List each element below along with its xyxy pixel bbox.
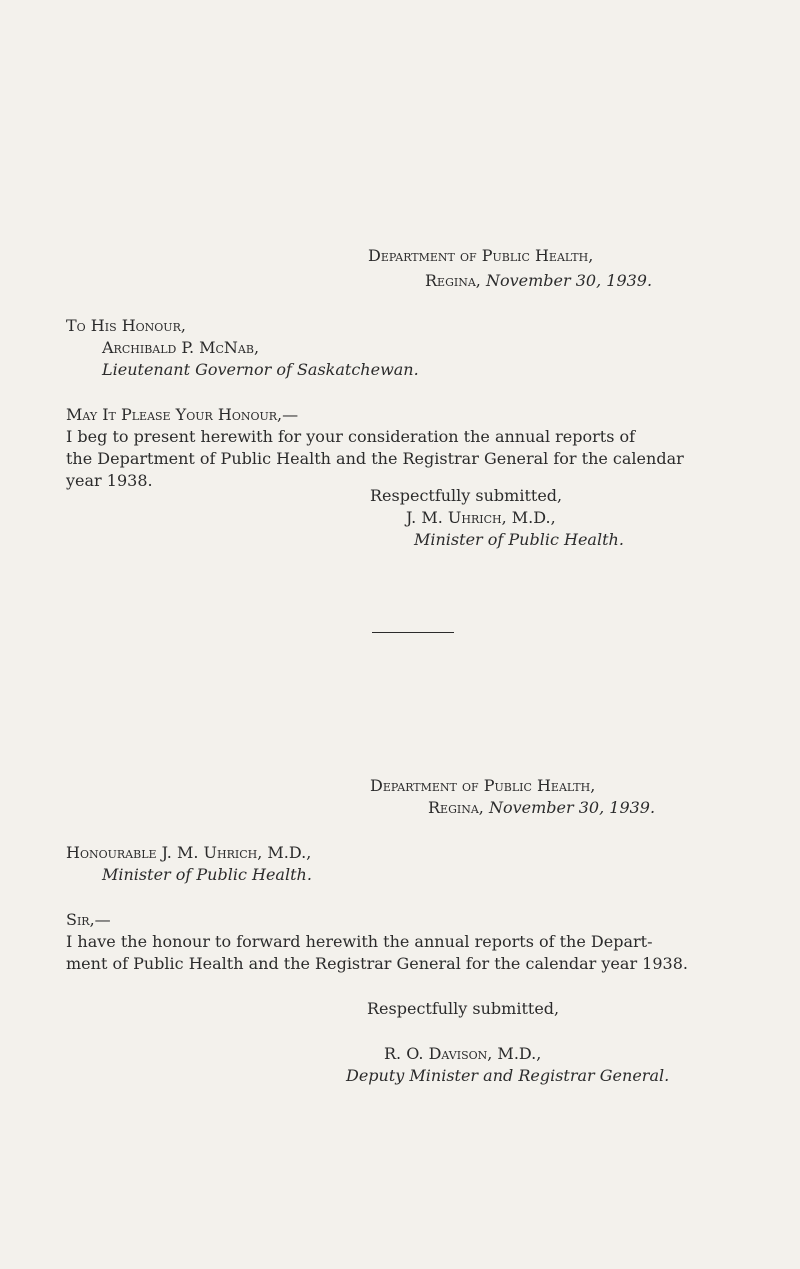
- letter2-signature-name: R. O. Davison, M.D.,: [384, 1044, 542, 1063]
- letter1-addressee-line3: Lieutenant Governor of Saskatchewan.: [102, 360, 419, 379]
- letter2-addressee-line2: Minister of Public Health.: [102, 865, 312, 884]
- letter1-body-line3: year 1938.: [66, 471, 153, 490]
- letter2-body-line1: I have the honour to forward herewith the annual reports of the Depart-: [66, 932, 653, 951]
- letter2-heading-place-date: [428, 798, 655, 818]
- letter1-heading-date: November 30, 1939.: [485, 271, 653, 290]
- section-divider: [372, 632, 454, 633]
- letter1-body-line1: I beg to present herewith for your consideration the annual reports of: [66, 427, 636, 446]
- letter2-body-line2: ment of Public Health and the Registrar General for the calendar year 1938.: [66, 954, 688, 973]
- letter2-heading-date: November 30, 1939.: [488, 798, 656, 817]
- letter2-salutation: Sir,—: [66, 910, 111, 929]
- letter2-heading-place: Regina,: [428, 798, 484, 817]
- letter1-heading-place-date: [425, 271, 652, 291]
- letter1-signature-title: Minister of Public Health.: [414, 530, 624, 549]
- letter1-salutation: May It Please Your Honour,—: [66, 405, 299, 424]
- letter2-addressee-line1: Honourable J. M. Uhrich, M.D.,: [66, 843, 312, 862]
- letter1-body-line2: the Department of Public Health and the Registrar General for the calendar: [66, 449, 684, 468]
- letter2-closing: Respectfully submitted,: [367, 999, 560, 1018]
- letter1-heading-place: Regina,: [425, 271, 481, 290]
- letter2-heading-department: Department of Public Health,: [370, 776, 596, 795]
- letter1-closing: Respectfully submitted,: [370, 486, 563, 505]
- letter1-addressee-line2: Archibald P. McNab,: [102, 338, 260, 357]
- letter1-heading-department: Department of Public Health,: [368, 246, 594, 265]
- letter1-addressee-line1: To His Honour,: [66, 316, 186, 335]
- letter2-signature-title: Deputy Minister and Registrar General.: [346, 1066, 670, 1085]
- letter1-signature-name: J. M. Uhrich, M.D.,: [406, 508, 556, 527]
